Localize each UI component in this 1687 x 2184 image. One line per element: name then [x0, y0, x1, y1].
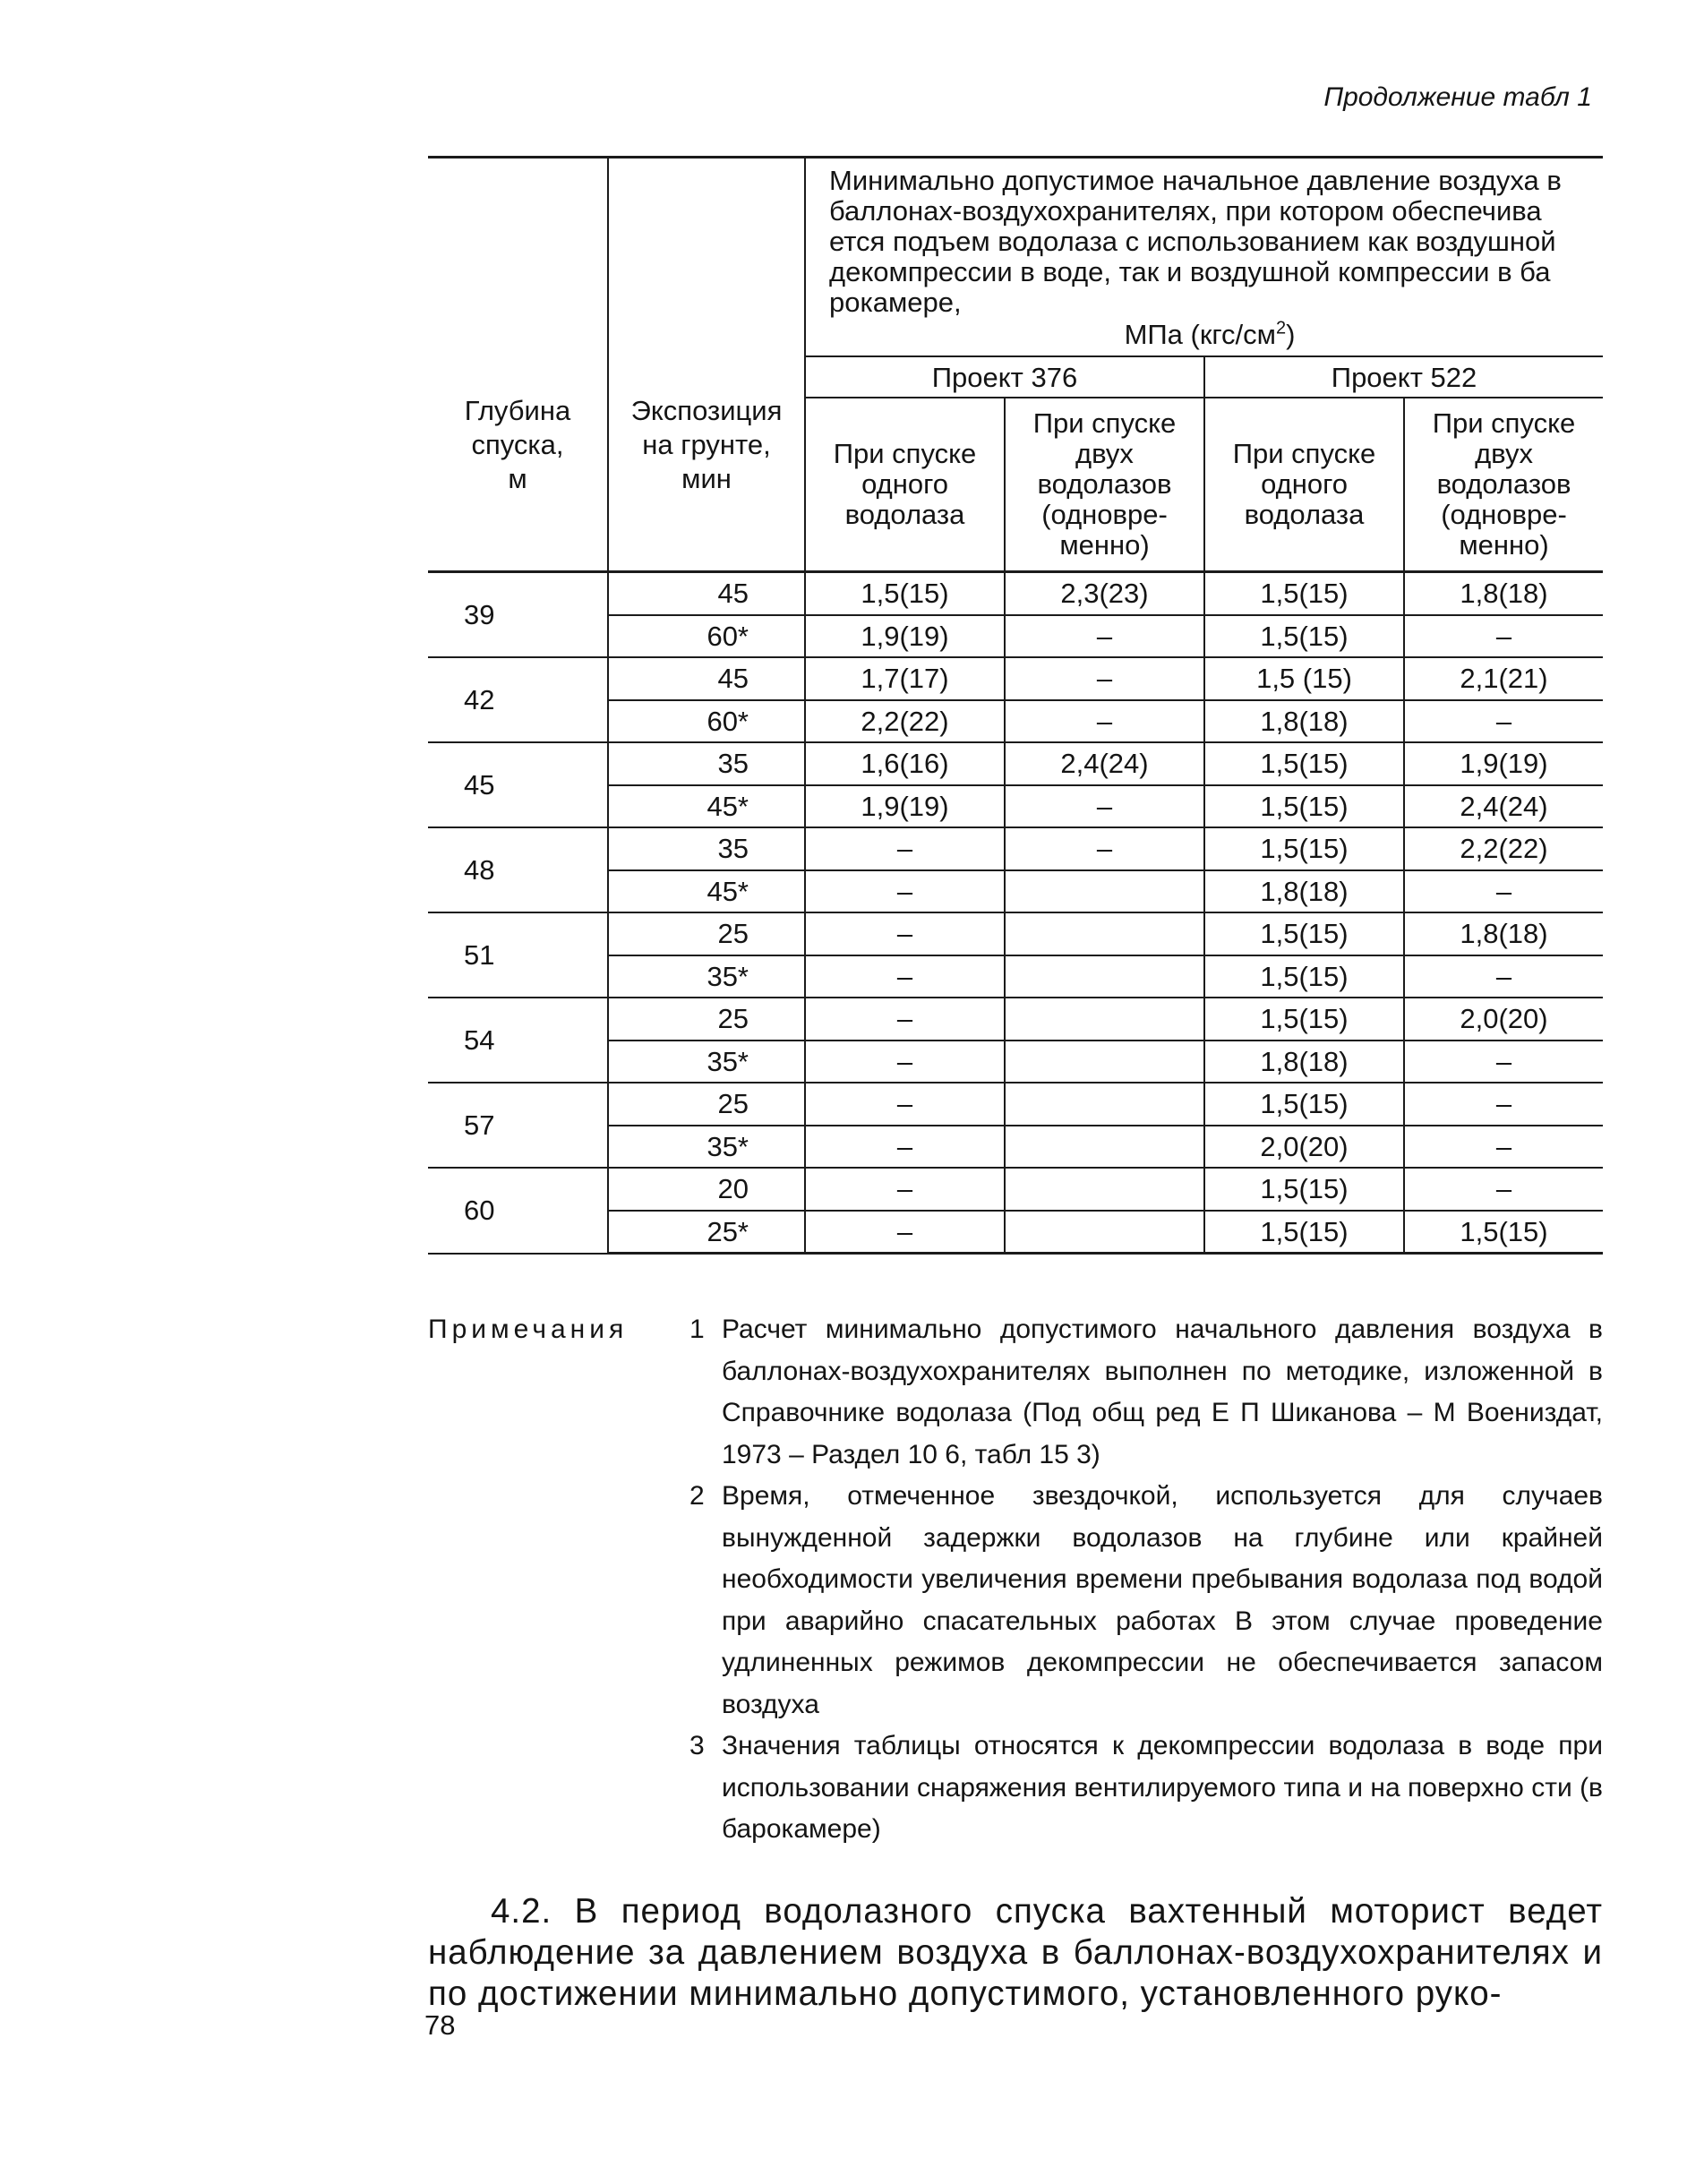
value-cell	[1005, 1083, 1204, 1126]
page-number: 78	[424, 2009, 456, 2041]
header-two-divers-376: При спуске двух водолазов (одновре- менно)	[1005, 398, 1204, 572]
table-row	[428, 657, 1603, 700]
note-text: Время, отмеченное звездочкой, используется для случаев вынужденной задержки водолазов на глубине или крайней необходимости увеличения времени пребывания водолаза под водой при аварийно спасательных работах В этом случае проведение удлиненных режимов декомпрессии не обеспечивается запасом воздуха	[722, 1481, 1603, 1719]
value-cell: 1,5(15)	[1204, 912, 1404, 955]
value-cell: –	[1404, 1126, 1603, 1169]
value-cell: 2,0(20)	[1204, 1126, 1404, 1169]
value-cell	[1005, 955, 1204, 998]
value-cell	[1005, 1211, 1204, 1254]
value-cell: –	[1005, 827, 1204, 870]
value-cell: –	[805, 1211, 1005, 1254]
header-one-diver-522: При спуске одного водолаза	[1204, 398, 1404, 572]
depth-cell: 42	[428, 657, 608, 742]
note-text: Значения таблицы относятся к декомпрессии водолаза в воде при использовании снаряжения вентилируемого типа и на поверхно сти (в барокамере)	[722, 1731, 1603, 1844]
header-exposure: Экспозиция на грунте, мин	[608, 158, 805, 572]
value-cell: 1,9(19)	[805, 785, 1005, 828]
value-cell: 1,8(18)	[1404, 572, 1603, 615]
value-cell: 2,0(20)	[1404, 998, 1603, 1041]
note-item	[689, 1309, 1603, 1476]
depth-cell: 60	[428, 1168, 608, 1254]
value-cell: –	[1404, 1041, 1603, 1083]
header-depth: Глубина спуска, м	[428, 158, 608, 572]
body-paragraph: 4.2. В период водолазного спуска вахтенный моторист ведет наблюдение за давлением воздуха в баллонах-воздухохранителях и по достижении минимально допустимого, установленного руко-	[428, 1892, 1603, 2013]
value-cell: 1,8(18)	[1204, 1041, 1404, 1083]
exposure-cell: 45*	[608, 785, 805, 828]
note-item	[689, 1476, 1603, 1726]
value-cell: –	[1404, 1083, 1603, 1126]
value-cell: –	[1005, 615, 1204, 658]
value-cell: –	[805, 1168, 1005, 1211]
header-unit: МПа $(кгс/см^2)$	[1124, 318, 1296, 350]
note-number: 2	[689, 1481, 705, 1511]
exposure-cell: 35	[608, 742, 805, 785]
depth-cell: 51	[428, 912, 608, 998]
header-min-pressure: Минимально допустимое начальное давление воздуха в баллонах-воздухохранителях, при котором обеспечива ется подъем водолаза с использованием как воздушной декомпрессии в воде, так и воздушной компрессии в ба рокамере, МПа $(кгс/см^2)$	[805, 158, 1603, 357]
value-cell: 1,5(15)	[805, 572, 1005, 615]
value-cell: –	[805, 955, 1005, 998]
value-cell: 1,5(15)	[1204, 785, 1404, 828]
value-cell: 1,5(15)	[1204, 998, 1404, 1041]
value-cell: 2,4(24)	[1404, 785, 1603, 828]
value-cell: 1,7(17)	[805, 657, 1005, 700]
value-cell: 1,5(15)	[1204, 742, 1404, 785]
value-cell: 2,1(21)	[1404, 657, 1603, 700]
exposure-cell: 45	[608, 657, 805, 700]
exposure-cell: 35	[608, 827, 805, 870]
table-row	[428, 912, 1603, 955]
header-project-376: Проект 376	[805, 356, 1204, 398]
value-cell: –	[805, 1041, 1005, 1083]
pressure-table	[428, 156, 1603, 1255]
depth-cell: 54	[428, 998, 608, 1083]
depth-cell: 45	[428, 742, 608, 827]
value-cell	[1005, 1041, 1204, 1083]
value-cell	[1005, 870, 1204, 913]
table-row	[428, 742, 1603, 785]
exposure-cell: 25	[608, 1083, 805, 1126]
header-two-divers-522: При спуске двух водолазов (одновре- менно)	[1404, 398, 1603, 572]
value-cell: –	[1404, 615, 1603, 658]
value-cell: 1,5(15)	[1204, 827, 1404, 870]
table-row	[428, 572, 1603, 615]
exposure-cell: 45*	[608, 870, 805, 913]
value-cell	[1005, 1168, 1204, 1211]
exposure-cell: 35*	[608, 1126, 805, 1169]
table-row	[428, 998, 1603, 1041]
value-cell: 2,2(22)	[805, 700, 1005, 743]
value-cell: 1,5(15)	[1204, 1211, 1404, 1254]
value-cell	[1005, 998, 1204, 1041]
value-cell: –	[1404, 870, 1603, 913]
value-cell: –	[805, 870, 1005, 913]
exposure-cell: 25	[608, 912, 805, 955]
depth-cell: 39	[428, 572, 608, 658]
exposure-cell: 35*	[608, 955, 805, 998]
table-row	[428, 1168, 1603, 1211]
exposure-cell: 45	[608, 572, 805, 615]
value-cell: 1,9(19)	[805, 615, 1005, 658]
value-cell: –	[1404, 700, 1603, 743]
value-cell: 1,5 (15)	[1204, 657, 1404, 700]
value-cell: –	[1404, 1168, 1603, 1211]
exposure-cell: 20	[608, 1168, 805, 1211]
value-cell: –	[805, 1126, 1005, 1169]
value-cell: 1,8(18)	[1404, 912, 1603, 955]
note-item	[689, 1726, 1603, 1851]
value-cell: –	[1005, 700, 1204, 743]
value-cell	[1005, 1126, 1204, 1169]
value-cell: 1,9(19)	[1404, 742, 1603, 785]
value-cell: 1,8(18)	[1204, 870, 1404, 913]
header-project-522: Проект 522	[1204, 356, 1603, 398]
value-cell: –	[1005, 785, 1204, 828]
value-cell: 1,8(18)	[1204, 700, 1404, 743]
exposure-cell: 25*	[608, 1211, 805, 1254]
value-cell: 1,5(15)	[1204, 1168, 1404, 1211]
value-cell: 1,5(15)	[1404, 1211, 1603, 1254]
value-cell: –	[805, 912, 1005, 955]
value-cell: 2,4(24)	[1005, 742, 1204, 785]
exposure-cell: 25	[608, 998, 805, 1041]
exposure-cell: 35*	[608, 1041, 805, 1083]
value-cell: 1,5(15)	[1204, 955, 1404, 998]
notes-section	[428, 1309, 1603, 1851]
value-cell: –	[1005, 657, 1204, 700]
depth-cell: 57	[428, 1083, 608, 1168]
value-cell: 1,5(15)	[1204, 615, 1404, 658]
value-cell: –	[805, 998, 1005, 1041]
note-number: 3	[689, 1731, 705, 1760]
depth-cell: 48	[428, 827, 608, 912]
table-row	[428, 827, 1603, 870]
header-one-diver-376: При спуске одного водолаза	[805, 398, 1005, 572]
exposure-cell: 60*	[608, 700, 805, 743]
value-cell: 1,5(15)	[1204, 1083, 1404, 1126]
value-cell: 2,3(23)	[1005, 572, 1204, 615]
value-cell: –	[805, 1083, 1005, 1126]
value-cell: 1,5(15)	[1204, 572, 1404, 615]
value-cell: 1,6(16)	[805, 742, 1005, 785]
exposure-cell: 60*	[608, 615, 805, 658]
continuation-label: Продолжение табл 1	[1323, 82, 1592, 112]
value-cell: –	[805, 827, 1005, 870]
table-row	[428, 1083, 1603, 1126]
value-cell: 2,2(22)	[1404, 827, 1603, 870]
note-number: 1	[689, 1315, 705, 1344]
value-cell	[1005, 912, 1204, 955]
value-cell: –	[1404, 955, 1603, 998]
notes-label: Примечания	[428, 1315, 629, 1344]
note-text: Расчет минимально допустимого начального давления воздуха в баллонах-воздухохранителях выполнен по методике, изложенной в Справочнике водолаза (Под общ ред Е П Шиканова – М Воениздат, 1973 – Раздел 10 6, табл 15 3)	[722, 1315, 1603, 1469]
